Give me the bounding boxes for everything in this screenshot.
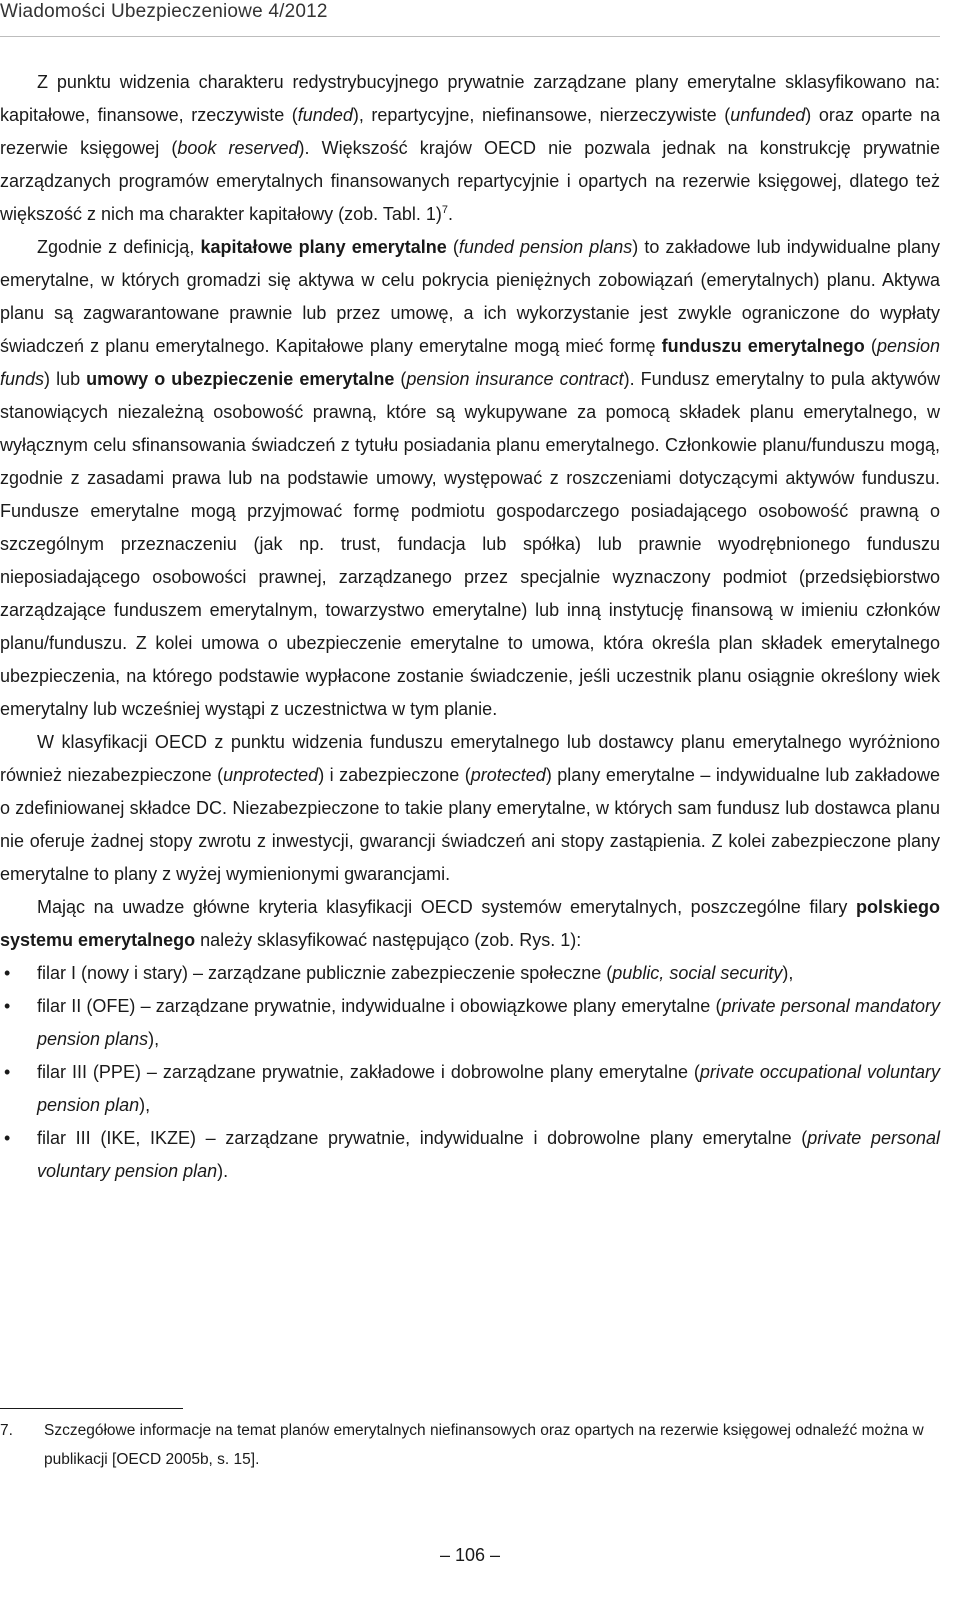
paragraph-oecd-protection <box>0 726 940 891</box>
italic-term: funded <box>297 105 353 125</box>
italic-term: protected <box>470 765 546 785</box>
text-run: ). <box>217 1161 229 1181</box>
italic-term: private personal mandatory pension plans <box>37 996 940 1049</box>
paragraph-classification <box>0 66 940 231</box>
footnote <box>0 1416 940 1474</box>
bullet-marker: • <box>4 1062 11 1082</box>
pillar-list <box>0 957 940 1188</box>
bullet-marker: • <box>4 996 11 1016</box>
text-run: ) plany emerytalne – indywidualne lub zakładowe o zdefiniowanej składce DC. Niezabezpieczone to takie plany emerytalne, w których sam fundusz lub dostawca planu nie oferuje żadnej stopy zwrotu z inwestycji, gwarancji świadczeń ani stopy zastąpienia. Z kolei zabezpieczone plany emerytalne to plany z wyżej wymienionymi gwarancjami. <box>0 765 940 884</box>
italic-term: public, social security <box>612 963 783 983</box>
text-run: ), <box>139 1095 151 1115</box>
text-run: ), <box>782 963 794 983</box>
journal-title: Wiadomości Ubezpieczeniowe 4/2012 <box>0 1 328 22</box>
bold-term: funduszu emerytalnego <box>661 336 865 356</box>
footnote-divider <box>0 1408 183 1409</box>
list-item <box>0 957 940 990</box>
running-header <box>0 0 940 37</box>
paragraph-definition <box>0 231 940 726</box>
text-run: ) lub <box>44 369 87 389</box>
italic-term: funded pension plans <box>458 237 633 257</box>
bold-term: kapitałowe plany emerytalne <box>200 237 447 257</box>
text-run: W klasyfikacji OECD z punktu widzenia funduszu emerytalnego lub dostawcy planu emerytalnego wyróżniono również niezabezpieczone ( <box>0 732 940 785</box>
footnote-text: Szczegółowe informacje na temat planów emerytalnych niefinansowych oraz opartych na rezerwie księgowej odnaleźć można w publikacji [OECD 2005b, s. 15]. <box>44 1422 924 1468</box>
bold-term: umowy o ubezpieczenie emerytalne <box>86 369 395 389</box>
italic-term: unfunded <box>730 105 806 125</box>
text-run: filar I (nowy i stary) – zarządzane publicznie zabezpieczenie społeczne ( <box>37 963 613 983</box>
text-run: ), <box>148 1029 160 1049</box>
text-run: należy sklasyfikować następująco (zob. Rys. 1): <box>195 930 582 950</box>
text-run: ( <box>394 369 407 389</box>
text-run: Zgodnie z definicją, <box>37 237 201 257</box>
list-item <box>0 990 940 1056</box>
text-run: Mając na uwadze główne kryteria klasyfikacji OECD systemów emerytalnych, poszczególne filary <box>37 897 856 917</box>
italic-term: book reserved <box>177 138 299 158</box>
bold-term: polskiego systemu emerytalnego <box>0 897 940 950</box>
text-run: filar III (PPE) – zarządzane prywatnie, zakładowe i dobrowolne plany emerytalne ( <box>37 1062 700 1082</box>
text-run: filar III (IKE, IKZE) – zarządzane prywatnie, indywidualne i dobrowolne plany emerytalne ( <box>37 1128 808 1148</box>
text-run: ) oraz oparte na rezerwie księgowej ( <box>0 105 941 158</box>
italic-term: unprotected <box>223 765 319 785</box>
italic-term: private occupational voluntary pension plan <box>37 1062 940 1115</box>
italic-term: pension funds <box>0 336 940 389</box>
footnote-number: 7. <box>0 1422 13 1439</box>
italic-term: pension insurance contract <box>406 369 624 389</box>
page-number: – 106 – <box>439 1545 501 1565</box>
text-run: Z punktu widzenia charakteru redystrybucyjnego prywatnie zarządzane plany emerytalne sklasyfikowano na: kapitałowe, finansowe, rzeczywiste ( <box>0 72 940 125</box>
text-run: . <box>447 204 453 224</box>
text-run: ) i zabezpieczone ( <box>318 765 471 785</box>
list-item <box>0 1122 940 1188</box>
italic-term: private personal voluntary pension plan <box>37 1128 940 1181</box>
text-run: ). Fundusz emerytalny to pula aktywów stanowiących niezależną osobowość prawną, które są wykupywane za pomocą składek planu emerytalnego, w wyłącznym celu sfinansowania świadczeń z tytułu posiadania planu emerytalnego. Członkowie planu/funduszu mogą, zgodnie z zasadami prawa lub na podstawie umowy, występować z roszczeniami dotyczącymi aktywów funduszu. Fundusze emerytalne mogą przyjmować formę podmiotu gospodarczego posiadającego osobowość prawną o szczególnym przeznaczeniu (jak np. trust, fundacja lub spółka) lub prawnie wyodrębnionego funduszu nieposiadającego osobowości prawnej, zarządzanego przez specjalnie wyznaczony podmiot (przedsiębiorstwo zarządzające funduszem emerytalnym, towarzystwo emerytalne) lub inną instytucję finansową w imieniu członków planu/funduszu. Z kolei umowa o ubezpieczenie emerytalne to umowa, która określa plan składek emerytalnego ubezpieczenia, na którego podstawie wypłacone zostanie świadczenie, jeśli uczestnik planu osiągnie określony wiek emerytalny lub wcześniej wystąpi z uczestnictwa w tym planie. <box>0 369 940 719</box>
text-run: ), repartycyjne, niefinansowe, nierzeczywiste ( <box>352 105 731 125</box>
list-item <box>0 1056 940 1122</box>
paragraph-polish-system <box>0 891 940 957</box>
article-body <box>0 66 940 1188</box>
text-run: filar II (OFE) – zarządzane prywatnie, indywidualne i obowiązkowe plany emerytalne ( <box>37 996 722 1016</box>
text-run: ( <box>446 237 459 257</box>
text-run: ( <box>864 336 877 356</box>
bullet-marker: • <box>4 963 11 983</box>
bullet-marker: • <box>4 1128 11 1148</box>
text-run: ). Większość krajów OECD nie pozwala jednak na konstrukcję prywatnie zarządzanych programów emerytalnych finansowanych repartycyjnie i opartych na rezerwie księgowej, dlatego też większość z nich ma charakter kapitałowy (zob. Tabl. 1) <box>0 138 940 224</box>
text-run: ) to zakładowe lub indywidualne plany emerytalne, w których gromadzi się aktywa w celu pokrycia pieniężnych zobowiązań (emerytalnych) planu. Aktywa planu są zagwarantowane prawnie lub przez umowę, a ich wykorzystanie jest zwykle ograniczone do wypłaty świadczeń z planu emerytalnego. Kapitałowe plany emerytalne mogą mieć formę <box>0 237 941 356</box>
footnote-reference[interactable]: 7 <box>441 204 448 216</box>
